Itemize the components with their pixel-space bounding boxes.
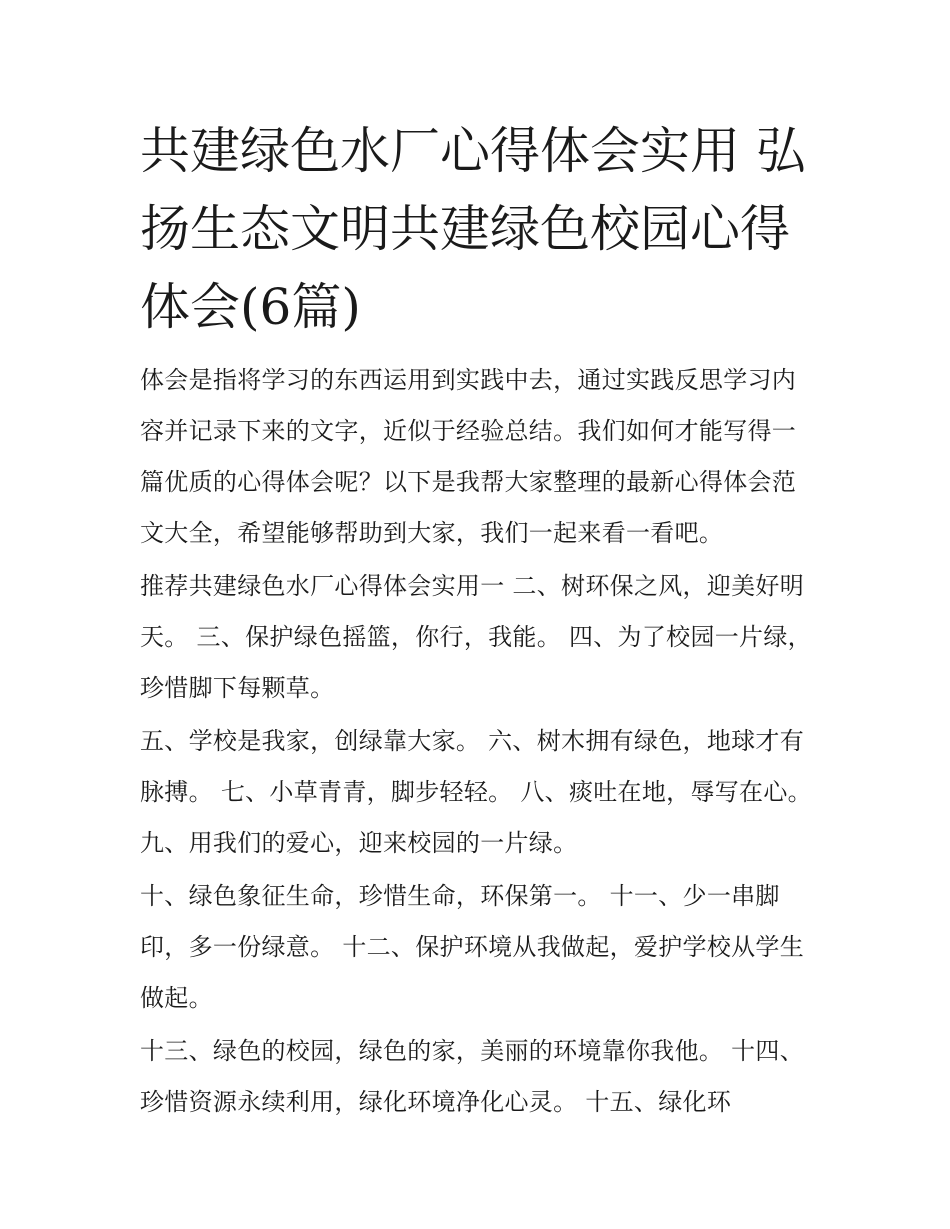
document-body (140, 355, 820, 1130)
paragraph-intro: 体会是指将学习的东西运用到实践中去，通过实践反思学习内容并记录下来的文字，近似于经验总结。我们如何才能写得一篇优质的心得体会呢？以下是我帮大家整理的最新心得体会范文大全，希望能够帮助到大家，我们一起来看一看吧。 (140, 366, 797, 547)
paragraph-slogans-4: 十三、绿色的校园，绿色的家，美丽的环境靠你我他。 十四、珍惜资源永续利用，绿化环境净化心灵。 十五、绿化环 (140, 1037, 805, 1116)
paragraph-slogans-1: 推荐共建绿色水厂心得体会实用一 二、树环保之风，迎美好明天。 三、保护绿色摇篮，你行，我能。 四、为了校园一片绿，珍惜脚下每颗草。 (140, 572, 812, 702)
paragraph-slogans-2: 五、学校是我家，创绿靠大家。 六、树木拥有绿色，地球才有脉搏。 七、小草青青，脚步轻轻。 八、痰吐在地，辱写在心。 九、用我们的爱心，迎来校园的一片绿。 (140, 727, 812, 857)
document-title: 共建绿色水厂心得体会实用 弘扬生态文明共建绿色校园心得体会(6篇) (140, 122, 806, 336)
paragraph-slogans-3: 十、绿色象征生命，珍惜生命，环保第一。 十一、少一串脚印，多一份绿意。 十二、保护环境从我做起，爱护学校从学生做起。 (140, 882, 805, 1012)
